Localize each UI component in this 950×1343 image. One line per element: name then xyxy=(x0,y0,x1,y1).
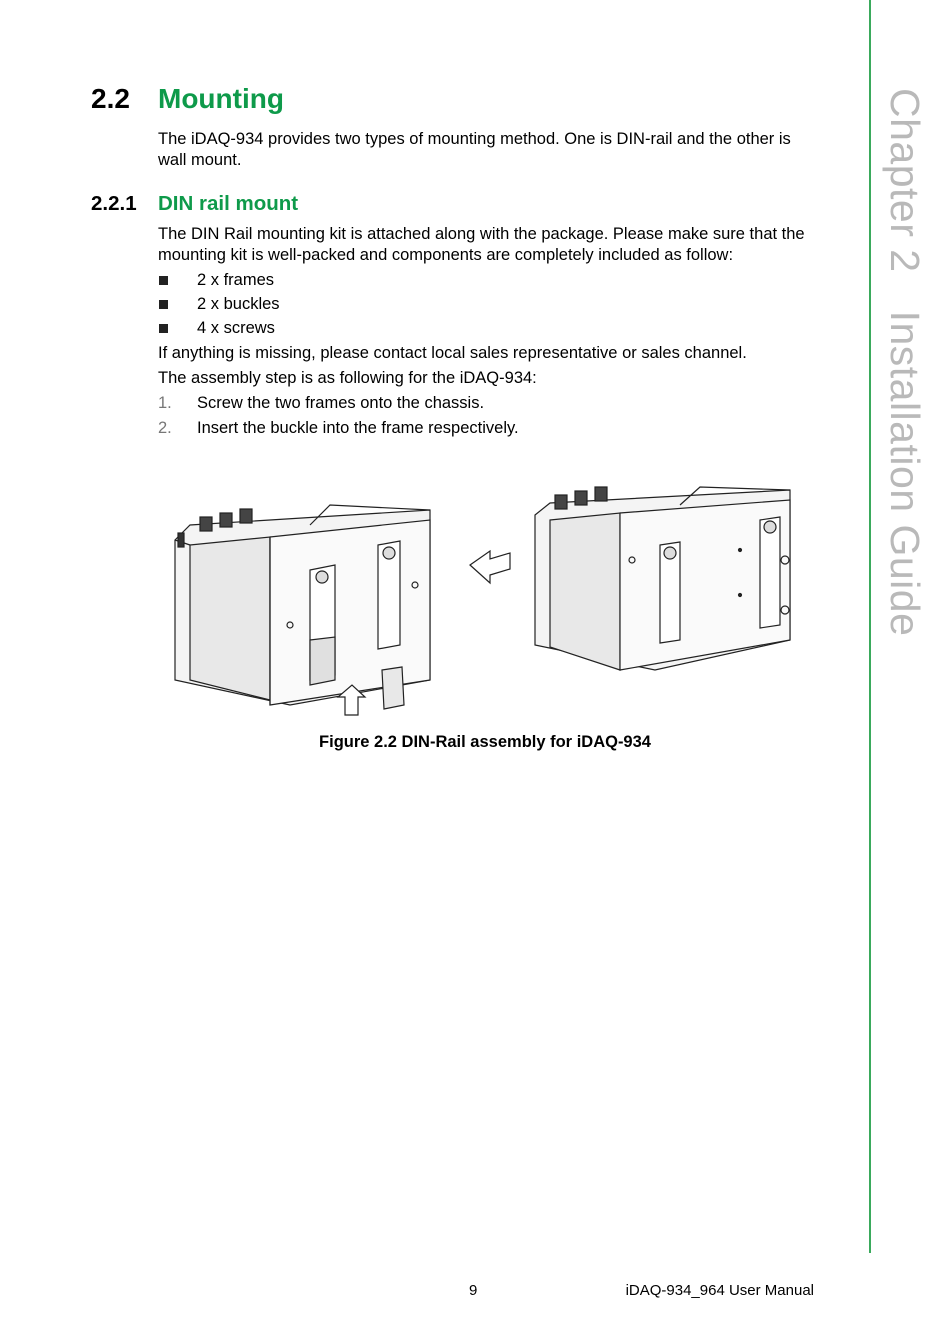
steps-intro: The assembly step is as following for the iDAQ-934: xyxy=(158,369,537,387)
step-number: 1. xyxy=(158,394,172,412)
din-rail-assembly-figure xyxy=(160,465,820,725)
chapter-divider-line xyxy=(869,0,871,1253)
bullet-marker xyxy=(159,300,168,309)
chapter-side-label xyxy=(881,88,928,636)
section-intro: The iDAQ-934 provides two types of mounting method. One is DIN-rail and the other is wall mount. xyxy=(158,130,791,169)
step-number: 2. xyxy=(158,419,172,437)
step-text: Screw the two frames onto the chassis. xyxy=(197,394,485,412)
manual-title: iDAQ-934_964 User Manual xyxy=(625,1282,814,1299)
device-right-illustration xyxy=(535,487,790,670)
bullet-marker xyxy=(159,324,168,333)
chapter-label: Chapter 2 xyxy=(882,88,928,273)
bullet-item: 4 x screws xyxy=(197,319,275,337)
bullet-item: 2 x frames xyxy=(197,271,275,289)
subsection-title: DIN rail mount xyxy=(158,192,299,215)
direction-arrow-left xyxy=(470,551,510,583)
section-title: Mounting xyxy=(158,83,284,114)
figure-caption: Figure 2.2 DIN-Rail assembly for iDAQ-934 xyxy=(319,733,651,751)
page-number: 9 xyxy=(469,1282,478,1299)
bullet-item: 2 x buckles xyxy=(197,295,280,313)
device-left-illustration xyxy=(175,505,430,715)
subsection-intro: The DIN Rail mounting kit is attached along with the package. Please make sure that the mounting kit is well-packed and components are completely included as follow: xyxy=(158,225,805,264)
chapter-title: Installation Guide xyxy=(882,310,928,637)
subsection-number: 2.2.1 xyxy=(91,192,137,215)
bullet-marker xyxy=(159,276,168,285)
missing-note: If anything is missing, please contact local sales representative or sales channel. xyxy=(158,344,747,362)
step-text: Insert the buckle into the frame respectively. xyxy=(197,419,519,437)
section-number: 2.2 xyxy=(91,83,130,114)
